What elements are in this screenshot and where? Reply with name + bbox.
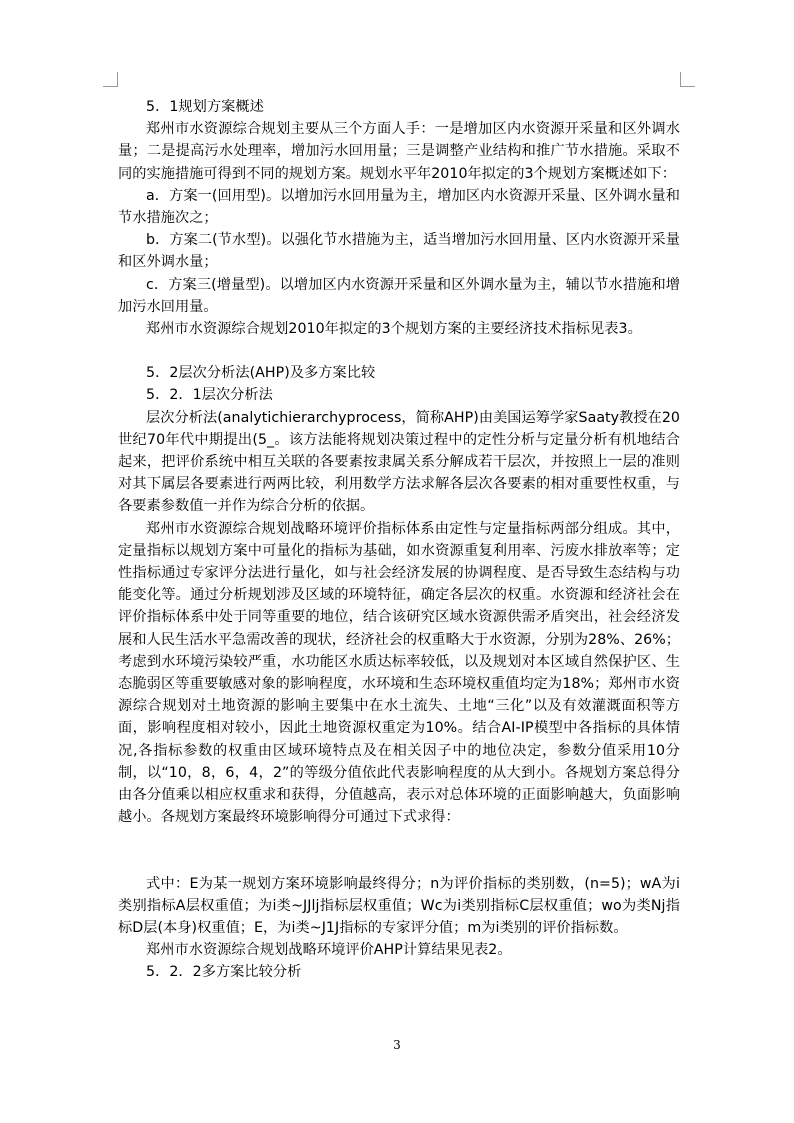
paragraph: 郑州市水资源综合规划战略环境评价AHP计算结果见表2。 [146,942,512,959]
paragraph: 郑州市水资源综合规划2010年拟定的3个规划方案的主要经济技术指标见表3。 [146,321,642,338]
subsection-heading: 5．2．2多方案比较分析 [146,964,302,981]
subsection-heading: 5．2．1层次分析法 [146,387,273,404]
list-item: b．方案二(节水型)。以强化节水措施为主，适当增加污水回用量、区内水资源开采量和区外调水量； [118,232,680,271]
page-body [118,96,680,984]
list-item: c．方案三(增量型)。以增加区内水资源开采量和区外调水量为主，辅以节水措施和增加污水回用量。 [118,276,680,315]
formula-area [118,829,680,873]
spacer [118,340,680,362]
paragraph: 层次分析法(analytichierarchyprocess，简称AHP)由美国运筹学家Saaty教授在20世纪70年代中期提出(5_。该方法能将规划决策过程中的定性分析与定量分析有机地结合起来，把评价系统中相互关联的各要素按隶属关系分解成若干层次，并按照上一层的准则对其下属层各要素进行两两比较，利用数学方法求解各层次各要素的相对重要性权重，与各要素参数值一并作为综合分析的依据。 [118,409,680,515]
paragraph: 式中：E为某一规划方案环境影响最终得分；n为评价指标的类别数，(n=5)；wA为i类别指标A层权重值；为i类~JJlj指标层权重值；Wc为i类别指标C层权重值；wo为类Nj指标D层(本身)权重值；E，为i类~J1J指标的专家评分值；m为i类别的评价指标数。 [118,875,680,936]
list-item: a．方案一(回用型)。以增加污水回用量为主，增加区内水资源开采量、区外调水量和节水措施次之； [118,187,680,227]
paragraph: 郑州市水资源综合规划战略环境评价指标体系由定性与定量指标两部分组成。其中，定量指标以规划方案中可量化的指标为基础，如水资源重复利用率、污废水排放率等；定性指标通过专家评分法进行量化，如与社会经济发展的协调程度、是否导致生态结构与功能变化等。通过分析规划涉及区域的环境特征，确定各层次的权重。水资源和经济社会在评价指标体系中处于同等重要的地位，结合该研究区域水资源供需矛盾突出，社会经济发展和人民生活水平急需改善的现状，经济社会的权重略大于水资源，分别为28%、26%；考虑到水环境污染较严重，水功能区水质达标率较低，以及规划对本区域自然保护区、生态脆弱区等重要敏感对象的影响程度，水环境和生态环境权重值均定为18%；郑州市水资源综合规划对土地资源的影响主要集中在水土流失、土地“三化”以及有效灌溉面积等方面，影响程度相对较小，因此土地资源权重定为10%。结合AI-IP模型中各指标的具体情况,各指标参数的权重由区域环境特点及在相关因子中的地位决定，参数分值采用10分制，以“10，8，6，4，2”的等级分值依此代表影响程度的从大到小。各规划方案总得分由各分值乘以相应权重求和获得，分值越高，表示对总体环境的正面影响越大，负面影响越小。各规划方案最终环境影响得分可通过下式求得： [118,520,680,826]
paragraph: 郑州市水资源综合规划主要从三个方面人手：一是增加区内水资源开采量和区外调水量；二是提高污水处理率，增加污水回用量；三是调整产业结构和推广节水措施。采取不同的实施措施可得到不同的规划方案。规划水平年2010年拟定的3个规划方案概述如下： [118,121,680,182]
corner-crop-mark [680,72,695,87]
corner-crop-mark [103,72,118,87]
section-heading: 5．2层次分析法(AHP)及多方案比较 [146,365,376,382]
section-heading: 5．1规划方案概述 [146,99,264,115]
page-number: 3 [393,1038,401,1052]
